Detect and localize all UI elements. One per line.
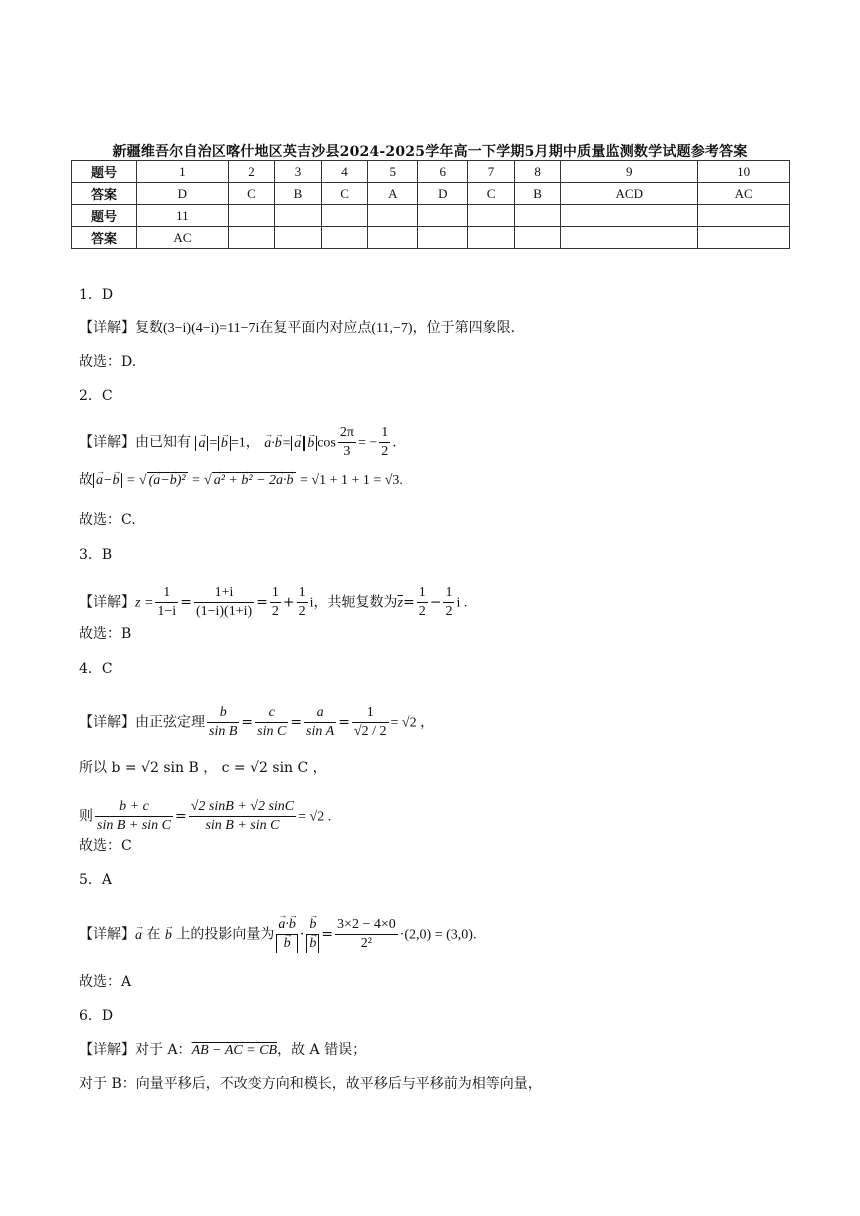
table-cell: [275, 205, 322, 227]
table-cell: C: [321, 183, 368, 205]
math-expr: = √2 .: [298, 809, 332, 825]
fraction: $\frac{1}{√2 / 2}$: [353, 705, 387, 739]
table-cell: [468, 227, 515, 249]
math-expr: =1，: [230, 435, 260, 451]
q1-detail: [79, 318, 515, 339]
table-cell: [561, 205, 698, 227]
table-cell: 5: [368, 161, 418, 183]
table-cell: D: [418, 183, 468, 205]
table-cell: [468, 205, 515, 227]
table-cell: [698, 227, 790, 249]
detail-text: ，共轭复数为: [313, 594, 398, 611]
table-cell: ACD: [561, 183, 698, 205]
fraction: $\frac{1}{2}$: [445, 585, 453, 619]
fraction: $\frac{1}{2}$: [298, 585, 306, 619]
q5-detail: 【详解】→ a 在 → b 上的投影向量为 → a·→ b → b · → b → b = $\frac{3\times 2 - 4\times 0}{\text{2²}}$ ·(2,0) = (3,0).: [79, 916, 476, 953]
table-cell: D: [137, 183, 229, 205]
q4-answer: 4．C: [79, 661, 113, 677]
table-cell: 10: [698, 161, 790, 183]
q5-select: 故选：A: [79, 974, 132, 990]
fraction: $\frac{c}{\text{sin C}}$: [257, 705, 287, 739]
detail-label: 【详解】对于 A：: [79, 1042, 192, 1058]
table-cell: 4: [321, 161, 368, 183]
table-row: [72, 227, 790, 249]
detail-text: 则: [79, 808, 93, 825]
q4-line2: 则 $\frac{b + c}{\text{sin B + sin C}}$ = $\frac{√2 \sin B + √2 \sin C}{\text{sin B + sin C}}$ = √2 .: [79, 799, 332, 833]
math-expr: ·(2,0) = (3,0).: [399, 927, 477, 943]
math-expr: → b: [165, 926, 172, 946]
table-cell: [418, 205, 468, 227]
table-cell: 11: [137, 205, 229, 227]
table-cell: 1: [137, 161, 229, 183]
q3-detail: 【详解】z = $\frac{1}{1-i}$ = $\frac{1+i}{(1-i)(1+i)}$ = $\frac{1}{2}$ + $\frac{1}{2}$ i，共轭复数为$\overline{z}=$ $\frac{1}{2}$ − $\frac{1}{2}$ i .: [79, 585, 468, 619]
row-header: 题号: [72, 161, 137, 183]
fraction: $\frac{b + c}{\text{sin B + sin C}}$: [97, 799, 172, 833]
page-title: 新疆维吾尔自治区喀什地区英吉沙县2024-2025学年高一下学期5月期中质量监测数学试题参考答案: [112, 144, 748, 160]
fraction: $\frac{2\pi}{3}$: [339, 425, 354, 459]
math-expr: .: [392, 434, 397, 451]
table-cell: [514, 205, 561, 227]
math-expr: (11,−7): [371, 321, 413, 336]
detail-label: 【详解】: [79, 594, 135, 611]
math-expr: +: [282, 594, 295, 611]
table-cell: AC: [698, 183, 790, 205]
detail-label: 【详解】由已知有: [79, 434, 191, 451]
row-header: 题号: [72, 205, 137, 227]
fraction: $\frac{1}{2}$: [418, 585, 426, 619]
detail-label: 【详解】: [79, 926, 135, 943]
row-header: 答案: [72, 227, 137, 249]
table-cell: [514, 227, 561, 249]
fraction: $\frac{b}{\text{sin B}}$: [209, 705, 238, 739]
fraction: $\frac{√2 \sin B + √2 \sin C}{\text{sin B + sin C}}$: [190, 799, 295, 833]
detail-text: 上的投影向量为: [176, 926, 275, 943]
table-cell: [228, 227, 275, 249]
table-cell: AC: [137, 227, 229, 249]
fraction: → a·→ b → b: [276, 916, 298, 953]
table-cell: [275, 227, 322, 249]
table-cell: C: [468, 183, 515, 205]
detail-text: ，故 A 错误；: [277, 1042, 367, 1058]
q6-line-b: 对于 B：向量平移后，不改变方向和模长，故平移后与平移前为相等向量，: [79, 1076, 542, 1092]
q2-line2: 故 → a−→ b = √ (→ a−→ b)² = √ → a² + → b² − 2→ a·→ b = √1 + 1 + 1 = √3.: [79, 470, 403, 491]
math-expr: → a: [135, 926, 142, 946]
table-cell: 7: [468, 161, 515, 183]
table-cell: [321, 227, 368, 249]
detail-text: 在: [146, 926, 161, 943]
math-expr: i: [309, 595, 314, 611]
answer-table: [71, 160, 790, 249]
q3-select: 故选：B: [79, 626, 132, 642]
table-cell: 8: [514, 161, 561, 183]
detail-text: ，位于第四象限.: [412, 320, 516, 336]
fraction: $\frac{1}{2}$: [271, 585, 279, 619]
table-cell: [698, 205, 790, 227]
table-cell: 2: [228, 161, 275, 183]
math-expr: = √2 ，: [390, 715, 435, 731]
detail-label: 【详解】复数: [79, 320, 163, 336]
fraction: $\frac{1}{1-i}$: [157, 585, 177, 619]
math-expr: = √1 + 1 + 1 = √3.: [299, 473, 403, 488]
q4-select: 故选：C: [79, 838, 132, 854]
table-cell: A: [368, 183, 418, 205]
table-cell: [418, 227, 468, 249]
fraction: $\frac{3\times 2 - 4\times 0}{\text{2²}}$: [337, 917, 396, 951]
math-expr: (3−i)(4−i)=11−7i: [163, 321, 260, 336]
q5-answer: 5．A: [79, 872, 113, 888]
table-cell: [228, 205, 275, 227]
fraction: $\frac{a}{\text{sin A}}$: [306, 705, 335, 739]
q2-detail: 【详解】由已知有 → a = → b =1， → a·→ b= → a → b cos $\frac{2\pi}{3}$ = − $\frac{1}{2}$ .: [79, 424, 397, 461]
table-cell: [368, 205, 418, 227]
math-expr: z =: [135, 595, 154, 611]
fraction: $\frac{1}{2}$: [381, 425, 389, 459]
fraction: $\frac{1+i}{(1-i)(1+i)}$: [195, 585, 253, 619]
table-cell: 6: [418, 161, 468, 183]
q1-select: 故选：D.: [79, 354, 137, 370]
math-expr: i .: [456, 595, 468, 611]
math-expr: cos: [317, 435, 336, 451]
table-cell: B: [275, 183, 322, 205]
table-cell: B: [514, 183, 561, 205]
q2-select: 故选：C.: [79, 512, 136, 528]
table-row: [72, 161, 790, 183]
q6-answer: 6．D: [79, 1008, 114, 1024]
detail-text: 在复平面内对应点: [259, 320, 372, 336]
table-cell: [561, 227, 698, 249]
q1-answer: 1．D: [79, 287, 114, 303]
q4-detail: 【详解】由正弦定理 $\frac{b}{\text{sin B}}$ = $\frac{c}{\text{sin C}}$ = $\frac{a}{\text{sin A}}$ = $\frac{1}{√2 / 2}$ = √2 ，: [79, 705, 435, 739]
math-expr: −: [429, 594, 442, 611]
q4-line1: 所以 b = √2 sin B ， c = √2 sin C ，: [79, 760, 327, 776]
fraction: → b → b: [306, 916, 319, 953]
math-expr: AB − AC = CB: [191, 1043, 278, 1058]
math-expr: $\overline{z}$: [397, 595, 403, 611]
table-cell: 3: [275, 161, 322, 183]
math-expr: = −: [357, 435, 378, 451]
q6-detail: [79, 1040, 366, 1061]
table-cell: 9: [561, 161, 698, 183]
table-cell: [321, 205, 368, 227]
table-cell: [368, 227, 418, 249]
row-header: 答案: [72, 183, 137, 205]
table-cell: C: [228, 183, 275, 205]
q3-answer: 3．B: [79, 547, 113, 563]
table-row: [72, 183, 790, 205]
q2-answer: 2．C: [79, 388, 113, 404]
detail-label: 【详解】由正弦定理: [79, 714, 205, 731]
detail-text: 故: [79, 472, 93, 488]
table-row: [72, 205, 790, 227]
